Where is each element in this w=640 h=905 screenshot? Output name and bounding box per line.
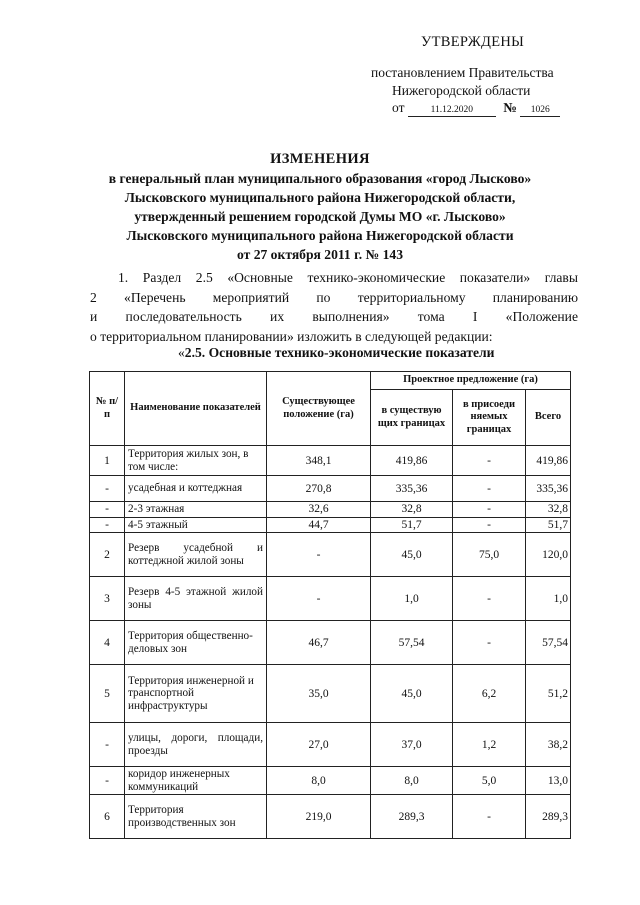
table-row [90, 621, 571, 665]
header-annexed: в присоеди няемых границах [453, 390, 526, 446]
header-num: № п/п [90, 372, 125, 446]
row-num: - [90, 767, 125, 795]
row-name: Территория инженерной и транспортной инфраструктуры [125, 665, 267, 723]
row-within: 289,3 [371, 795, 453, 839]
row-total: 120,0 [526, 533, 571, 577]
row-existing: 32,6 [267, 502, 371, 518]
row-existing: 44,7 [267, 517, 371, 533]
header-proposal: Проектное предложение (га) [371, 372, 571, 390]
row-total: 57,54 [526, 621, 571, 665]
row-total: 51,2 [526, 665, 571, 723]
row-existing: 219,0 [267, 795, 371, 839]
row-num: 2 [90, 533, 125, 577]
row-annexed: - [453, 476, 526, 502]
row-total: 51,7 [526, 517, 571, 533]
from-label: от [392, 100, 405, 115]
row-within: 45,0 [371, 665, 453, 723]
row-name: Резерв усадебной и коттеджной жилой зоны [125, 533, 267, 577]
row-within: 8,0 [371, 767, 453, 795]
row-within: 51,7 [371, 517, 453, 533]
approval-header: УТВЕРЖДЕНЫ [421, 34, 525, 50]
row-num: 3 [90, 577, 125, 621]
row-total: 32,8 [526, 502, 571, 518]
row-within: 32,8 [371, 502, 453, 518]
body-paragraph [90, 268, 578, 346]
row-annexed: 1,2 [453, 723, 526, 767]
row-annexed: 6,2 [453, 665, 526, 723]
row-existing: 8,0 [267, 767, 371, 795]
row-name: усадебная и коттеджная [125, 476, 267, 502]
row-within: 1,0 [371, 577, 453, 621]
row-name: Территория производственных зон [125, 795, 267, 839]
row-total: 13,0 [526, 767, 571, 795]
row-total: 1,0 [526, 577, 571, 621]
table-row [90, 446, 571, 476]
table-row [90, 476, 571, 502]
section-title-text: 2.5. Основные технико-экономические показатели [184, 345, 495, 360]
header-within: в существую щих границах [371, 390, 453, 446]
row-within: 335,36 [371, 476, 453, 502]
row-annexed: - [453, 577, 526, 621]
row-annexed: - [453, 502, 526, 518]
row-num: 5 [90, 665, 125, 723]
table-row [90, 502, 571, 518]
approval-line-1: постановлением Правительства [371, 65, 554, 80]
row-total: 335,36 [526, 476, 571, 502]
row-num: - [90, 476, 125, 502]
row-annexed: - [453, 446, 526, 476]
paragraph-line: 2 «Перечень мероприятий по территориальному планированию [90, 289, 578, 305]
table-row [90, 533, 571, 577]
row-annexed: - [453, 517, 526, 533]
row-total: 419,86 [526, 446, 571, 476]
row-annexed: 5,0 [453, 767, 526, 795]
approval-line-2: Нижегородской области [392, 83, 531, 98]
approval-date-line [392, 100, 560, 117]
row-name: коридор инженерных коммуникаций [125, 767, 267, 795]
title-line: Лысковского муниципального района Нижегородской области, [124, 190, 516, 205]
row-existing: - [267, 533, 371, 577]
paragraph-line: 1. Раздел 2.5 «Основные технико-экономические показатели» главы [118, 270, 578, 285]
row-name: 2-3 этажная [125, 502, 267, 518]
title-line: утвержденный решением городской Думы МО «г. Лысково» [134, 209, 506, 224]
row-name: Резерв 4-5 этажной жилой зоны [125, 577, 267, 621]
row-name: улицы, дороги, площади, проезды [125, 723, 267, 767]
indicators-table [89, 371, 571, 839]
paragraph-line: о территориальном планировании» изложить в следующей редакции: [90, 328, 493, 344]
row-existing: 35,0 [267, 665, 371, 723]
row-num: - [90, 502, 125, 518]
row-total: 289,3 [526, 795, 571, 839]
approval-number: 1026 [520, 104, 560, 117]
title-line: в генеральный план муниципального образования «город Лысково» [108, 171, 532, 186]
title-heading: ИЗМЕНЕНИЯ [270, 151, 370, 167]
row-num: - [90, 517, 125, 533]
row-name: Территория общественно-деловых зон [125, 621, 267, 665]
row-num: 4 [90, 621, 125, 665]
table-row [90, 577, 571, 621]
paragraph-line: и последовательность их выполнения» тома I «Положение [90, 309, 578, 324]
header-existing: Существующее положение (га) [267, 372, 371, 446]
row-num: 1 [90, 446, 125, 476]
approval-date: 11.12.2020 [408, 104, 496, 117]
section-quote: « [178, 345, 185, 360]
row-existing: 348,1 [267, 446, 371, 476]
header-name: Наименование показателей [125, 372, 267, 446]
row-num: - [90, 723, 125, 767]
row-existing: 46,7 [267, 621, 371, 665]
row-name: 4-5 этажный [125, 517, 267, 533]
section-title [178, 345, 495, 361]
row-within: 419,86 [371, 446, 453, 476]
row-num: 6 [90, 795, 125, 839]
row-existing: 270,8 [267, 476, 371, 502]
row-annexed: - [453, 795, 526, 839]
row-annexed: - [453, 621, 526, 665]
table-row [90, 723, 571, 767]
title-line: от 27 октября 2011 г. № 143 [237, 247, 403, 262]
table-row [90, 767, 571, 795]
document-title [0, 150, 640, 264]
number-label: № [503, 100, 517, 115]
table-row [90, 517, 571, 533]
row-existing: - [267, 577, 371, 621]
table-row [90, 665, 571, 723]
title-line: Лысковского муниципального района Нижегородской области [126, 228, 514, 243]
row-within: 57,54 [371, 621, 453, 665]
row-within: 45,0 [371, 533, 453, 577]
table-row [90, 795, 571, 839]
row-within: 37,0 [371, 723, 453, 767]
row-existing: 27,0 [267, 723, 371, 767]
row-annexed: 75,0 [453, 533, 526, 577]
row-name: Территория жилых зон, в том числе: [125, 446, 267, 476]
header-total: Всего [526, 390, 571, 446]
row-total: 38,2 [526, 723, 571, 767]
